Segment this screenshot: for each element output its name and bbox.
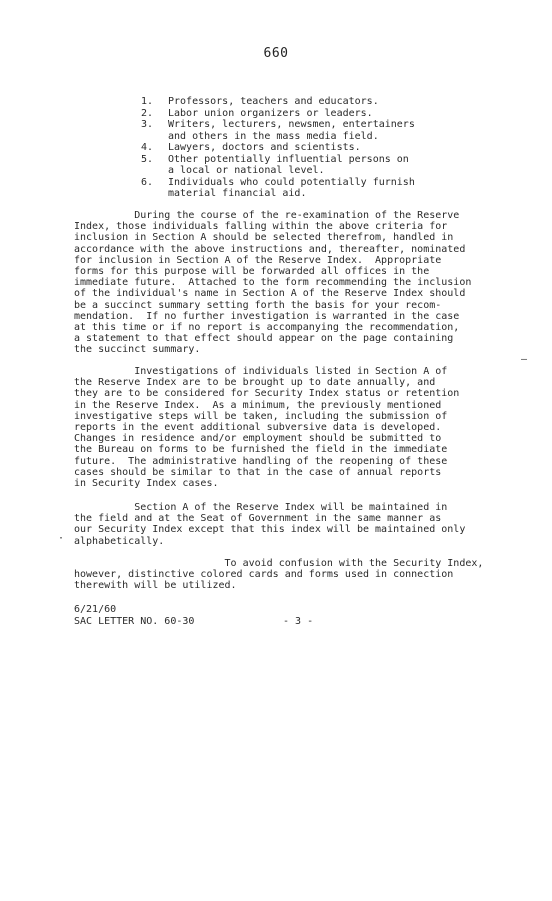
margin-mark: —	[521, 354, 528, 365]
paragraph-line: a statement to that effect should appear on the page containing	[74, 333, 454, 345]
list-item	[141, 177, 501, 200]
list-item-text: a local or national level.	[168, 165, 325, 176]
list-item-text: material financial aid.	[168, 188, 307, 199]
paragraph-line: the field and at the Seat of Government in the same manner as	[74, 513, 442, 525]
paragraph-confusion	[74, 558, 504, 592]
list-item-number: 4.	[141, 142, 154, 153]
paragraph-line: be a succinct summary setting forth the basis for your recom-	[74, 299, 442, 311]
paragraph-line: Investigations of individuals listed in Section A of	[74, 366, 448, 377]
list-item	[141, 119, 501, 142]
paragraph-line: immediate future. Attached to the form recommending the inclusion	[74, 277, 472, 289]
paragraph-line: in the Reserve Index. As a minimum, the previously mentioned	[74, 399, 442, 411]
list-item	[141, 96, 501, 108]
paragraph-line: at this time or if no report is accompanying the recommendation,	[74, 322, 460, 334]
list-item-text: Writers, lecturers, newsmen, entertainers	[168, 119, 415, 130]
list-item	[141, 154, 501, 177]
paragraph-line: accordance with the above instructions and, thereafter, nominated	[74, 243, 466, 255]
paragraph-line: they are to be considered for Security Index status or retention	[74, 388, 460, 400]
paragraph-investigations	[74, 366, 504, 489]
paragraph-section-a	[74, 502, 504, 547]
list-item-text: Individuals who could potentially furnish	[168, 176, 415, 188]
paragraph-line: for inclusion in Section A of the Reserve Index. Appropriate	[74, 254, 442, 266]
paragraph-line: in Security Index cases.	[74, 478, 219, 490]
footer-page-number: - 3 -	[283, 616, 314, 627]
list-item-number: 1.	[141, 96, 154, 107]
paragraph-reexamination	[74, 210, 504, 356]
paragraph-line: our Security Index except that this index will be maintained only	[74, 524, 466, 536]
footer-letter-number: SAC LETTER NO. 60-30	[74, 616, 195, 627]
paragraph-line: mendation. If no further investigation is warranted in the case	[74, 310, 460, 322]
criteria-list	[141, 96, 501, 200]
paragraph-line: the Reserve Index are to be brought up to date annually, and	[74, 377, 436, 389]
paragraph-line: of the individual's name in Section A of the Reserve Index should	[74, 288, 466, 300]
list-item-text: Labor union organizers or leaders.	[168, 107, 373, 119]
list-item-text: and others in the mass media field.	[168, 130, 379, 142]
paragraph-line: forms for this purpose will be forwarded all offices in the	[74, 266, 430, 278]
paragraph-line: however, distinctive colored cards and forms used in connection	[74, 569, 454, 581]
paragraph-line: therewith will be utilized.	[74, 580, 237, 592]
list-item	[141, 142, 501, 154]
paragraph-line: cases should be similar to that in the case of annual reports	[74, 466, 442, 478]
paragraph-line: Changes in residence and/or employment should be submitted to	[74, 433, 442, 445]
paragraph-line: investigative steps will be taken, including the submission of	[74, 410, 448, 422]
footer-date: 6/21/60	[74, 604, 117, 615]
paragraph-line: During the course of the re-examination of the Reserve	[74, 210, 460, 221]
list-item-text: Professors, teachers and educators.	[168, 96, 379, 107]
paragraph-line: the Bureau on forms to be furnished the field in the immediate	[74, 444, 448, 456]
list-item-number: 2.	[141, 107, 154, 119]
list-item-number: 3.	[141, 119, 154, 130]
list-item-text: Lawyers, doctors and scientists.	[168, 142, 361, 153]
paragraph-line: Index, those individuals falling within the above criteria for	[74, 221, 448, 233]
list-item-text: Other potentially influential persons on	[168, 153, 409, 165]
list-item-number: 6.	[141, 176, 154, 188]
list-item-number: 5.	[141, 153, 154, 165]
paragraph-line: the succinct summary.	[74, 344, 201, 356]
paragraph-line: To avoid confusion with the Security Index,	[74, 558, 484, 569]
paragraph-line: future. The administrative handling of the reopening of these	[74, 455, 448, 467]
list-item	[141, 108, 501, 120]
page-number: 660	[263, 46, 289, 61]
paragraph-line: alphabetically.	[74, 535, 165, 547]
paragraph-line: reports in the event additional subversive data is developed.	[74, 422, 442, 434]
paragraph-line: inclusion in Section A should be selected therefrom, handled in	[74, 232, 454, 244]
paragraph-line: Section A of the Reserve Index will be maintained in	[74, 502, 448, 513]
margin-mark: ·	[58, 533, 65, 544]
